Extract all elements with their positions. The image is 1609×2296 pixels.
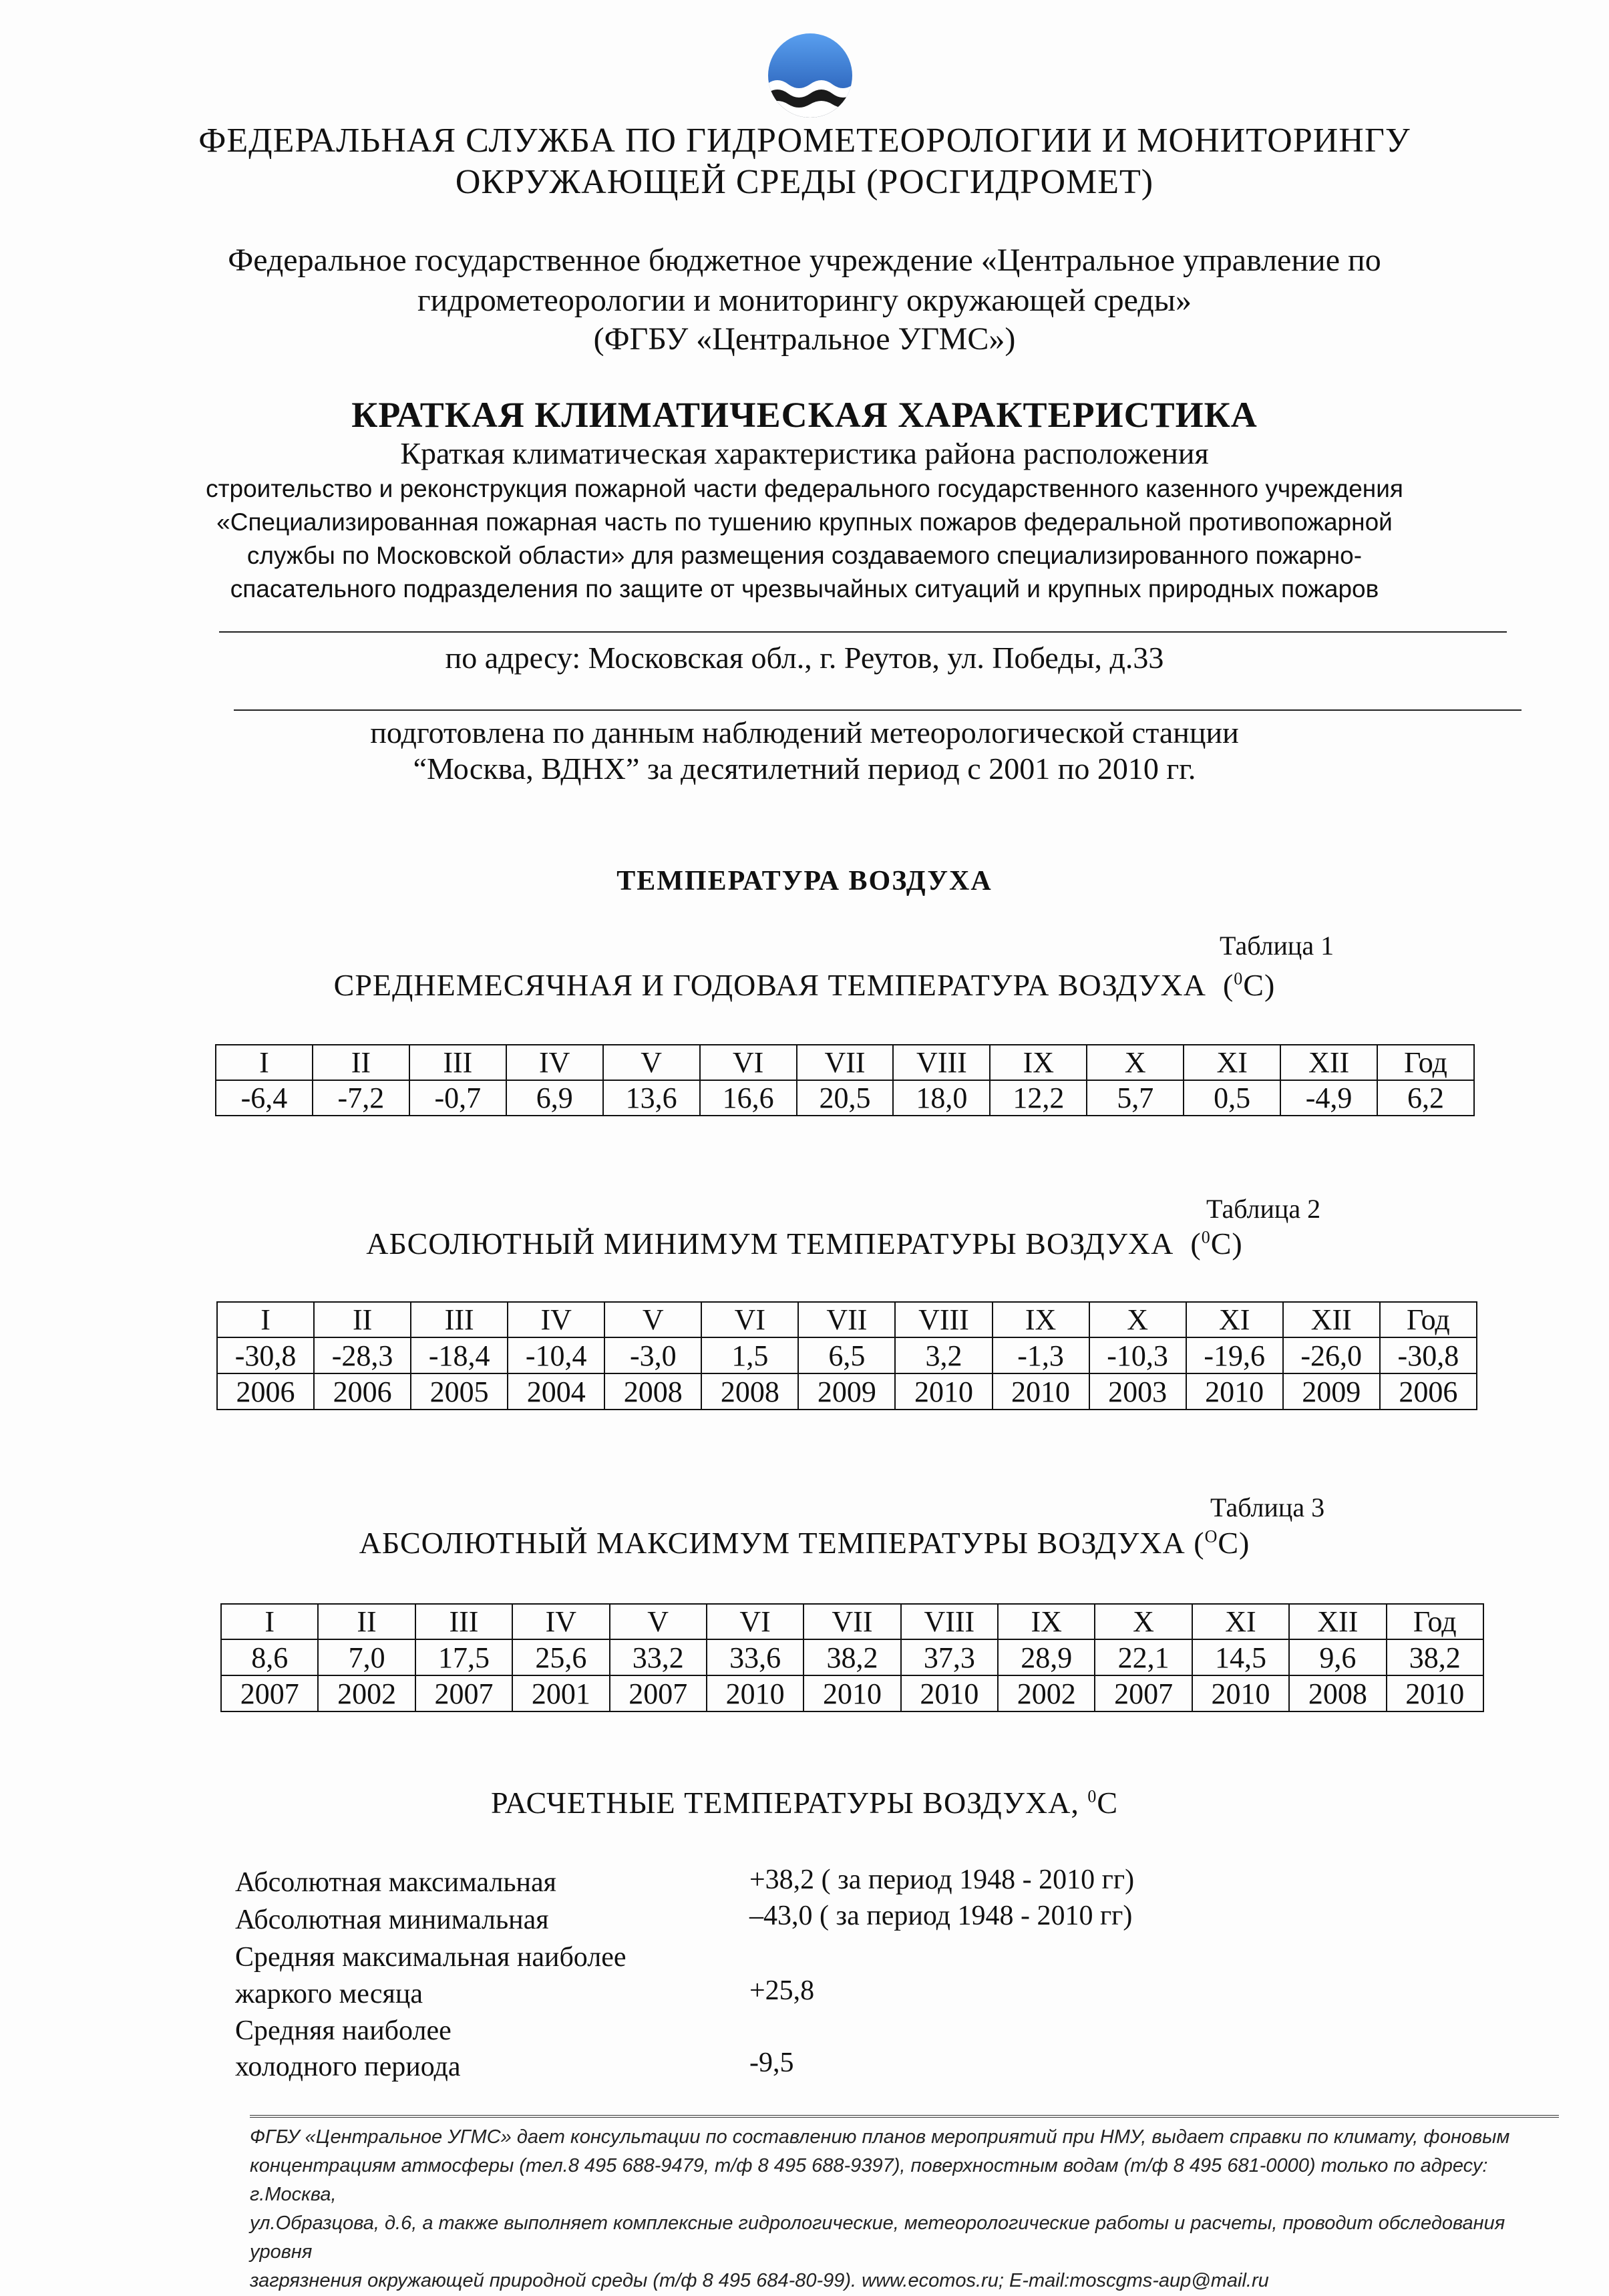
value-cell: 22,1 bbox=[1095, 1639, 1192, 1675]
value-cell: -26,0 bbox=[1283, 1337, 1380, 1373]
object-line-2: «Специализированная пожарная часть по тушению крупных пожаров федеральной противопожарной bbox=[216, 508, 1393, 536]
prepared-line-1: подготовлена по данным наблюдений метеорологической станции bbox=[370, 715, 1239, 750]
month-cell: IX bbox=[998, 1604, 1095, 1639]
month-cell: IV bbox=[506, 1045, 603, 1080]
calc-value-abs-min: –43,0 ( за период 1948 - 2010 гг) bbox=[749, 1901, 1133, 1931]
month-cell: Год bbox=[1377, 1045, 1474, 1080]
year-cell: 2010 bbox=[707, 1675, 803, 1711]
table2-title-text: АБСОЛЮТНЫЙ МИНИМУМ ТЕМПЕРАТУРЫ ВОЗДУХА bbox=[366, 1226, 1174, 1261]
year-cell: 2010 bbox=[901, 1675, 998, 1711]
month-cell: VII bbox=[797, 1045, 894, 1080]
table3-unit-sup: O bbox=[1204, 1526, 1218, 1546]
roshydromet-logo bbox=[767, 32, 854, 119]
value-cell: -30,8 bbox=[1380, 1337, 1477, 1373]
month-cell: X bbox=[1089, 1302, 1186, 1337]
year-cell: 2007 bbox=[1095, 1675, 1192, 1711]
footer-line-3: ул.Образцова, д.6, а также выполняет комплексные гидрологические, метеорологические работы и расчеты, проводит обследования уровня bbox=[250, 2212, 1505, 2263]
month-cell: XI bbox=[1186, 1302, 1283, 1337]
value-cell: 16,6 bbox=[700, 1080, 797, 1116]
month-cell: X bbox=[1095, 1604, 1192, 1639]
value-cell: 33,6 bbox=[707, 1639, 803, 1675]
table2-value-row bbox=[217, 1337, 1477, 1373]
value-cell: -10,3 bbox=[1089, 1337, 1186, 1373]
org-line-2: гидрометеорологии и мониторингу окружающей среды» bbox=[417, 283, 1192, 318]
section-title: ТЕМПЕРАТУРА ВОЗДУХА bbox=[616, 866, 993, 896]
year-cell: 2006 bbox=[314, 1373, 411, 1410]
value-cell: -19,6 bbox=[1186, 1337, 1283, 1373]
month-cell: III bbox=[415, 1604, 512, 1639]
table3-label: Таблица 3 bbox=[1210, 1492, 1325, 1522]
month-cell: IX bbox=[990, 1045, 1087, 1080]
value-cell: 28,9 bbox=[998, 1639, 1095, 1675]
month-cell: VII bbox=[798, 1302, 895, 1337]
month-cell: XII bbox=[1280, 1045, 1377, 1080]
month-cell: I bbox=[221, 1604, 318, 1639]
object-line-1: строительство и реконструкция пожарной части федерального государственного казенного учреждения bbox=[206, 475, 1403, 502]
table2-header-row bbox=[217, 1302, 1477, 1337]
calc-value-hot: +25,8 bbox=[749, 1975, 815, 2006]
calc-label-hot-1: Средняя максимальная наиболее bbox=[235, 1942, 627, 1973]
value-cell: 38,2 bbox=[1387, 1639, 1484, 1675]
month-cell: X bbox=[1087, 1045, 1184, 1080]
agency-line-2: ОКРУЖАЮЩЕЙ СРЕДЫ (РОСГИДРОМЕТ) bbox=[455, 163, 1154, 201]
calc-label-hot-2: жаркого месяца bbox=[235, 1979, 423, 2009]
table1-value-row bbox=[216, 1080, 1474, 1116]
year-cell: 2010 bbox=[993, 1373, 1089, 1410]
month-cell: IV bbox=[512, 1604, 609, 1639]
month-cell: I bbox=[217, 1302, 314, 1337]
month-cell: XI bbox=[1184, 1045, 1280, 1080]
table3-header-row bbox=[221, 1604, 1483, 1639]
month-cell: III bbox=[409, 1045, 506, 1080]
table2 bbox=[216, 1301, 1477, 1410]
month-cell: V bbox=[604, 1302, 701, 1337]
value-cell: 37,3 bbox=[901, 1639, 998, 1675]
value-cell: 8,6 bbox=[221, 1639, 318, 1675]
month-cell: VIII bbox=[893, 1045, 990, 1080]
month-cell: VIII bbox=[901, 1604, 998, 1639]
footer-note bbox=[250, 2123, 1559, 2295]
month-cell: IV bbox=[508, 1302, 604, 1337]
year-cell: 2006 bbox=[217, 1373, 314, 1410]
year-cell: 2007 bbox=[415, 1675, 512, 1711]
year-cell: 2009 bbox=[1283, 1373, 1380, 1410]
value-cell: 13,6 bbox=[603, 1080, 700, 1116]
value-cell: -6,4 bbox=[216, 1080, 313, 1116]
year-cell: 2010 bbox=[1192, 1675, 1289, 1711]
value-cell: -1,3 bbox=[993, 1337, 1089, 1373]
calc-value-abs-max: +38,2 ( за период 1948 - 2010 гг) bbox=[749, 1864, 1135, 1895]
year-cell: 2009 bbox=[798, 1373, 895, 1410]
month-cell: IX bbox=[993, 1302, 1089, 1337]
doc-subtitle: Краткая климатическая характеристика района расположения bbox=[400, 436, 1209, 470]
footer-divider bbox=[250, 2115, 1559, 2118]
value-cell: -4,9 bbox=[1280, 1080, 1377, 1116]
calc-label-cold-1: Средняя наиболее bbox=[235, 2015, 452, 2046]
month-cell: II bbox=[313, 1045, 409, 1080]
year-cell: 2007 bbox=[610, 1675, 707, 1711]
footer-line-2: концентрациям атмосферы (тел.8 495 688-9479, т/ф 8 495 688-9397), поверхностным водам (т/ф 8 495 681-0000) только по адресу: г.Москва, bbox=[250, 2155, 1488, 2205]
table2-year-row bbox=[217, 1373, 1477, 1410]
month-cell: III bbox=[411, 1302, 508, 1337]
year-cell: 2007 bbox=[221, 1675, 318, 1711]
year-cell: 2006 bbox=[1380, 1373, 1477, 1410]
calc-unit-sup: 0 bbox=[1087, 1786, 1097, 1806]
year-cell: 2010 bbox=[1387, 1675, 1484, 1711]
value-cell: -18,4 bbox=[411, 1337, 508, 1373]
value-cell: 33,2 bbox=[610, 1639, 707, 1675]
value-cell: 20,5 bbox=[797, 1080, 894, 1116]
value-cell: 17,5 bbox=[415, 1639, 512, 1675]
year-cell: 2010 bbox=[1186, 1373, 1283, 1410]
value-cell: -10,4 bbox=[508, 1337, 604, 1373]
value-cell: 1,5 bbox=[701, 1337, 798, 1373]
month-cell: VI bbox=[707, 1604, 803, 1639]
month-cell: VII bbox=[803, 1604, 900, 1639]
table3-value-row bbox=[221, 1639, 1483, 1675]
value-cell: 3,2 bbox=[895, 1337, 992, 1373]
table3-title: АБСОЛЮТНЫЙ МАКСИМУМ ТЕМПЕРАТУРЫ ВОЗДУХА ($^O$C) bbox=[359, 1526, 1250, 1560]
table1-title-text: СРЕДНЕМЕСЯЧНАЯ И ГОДОВАЯ ТЕМПЕРАТУРА ВОЗДУХА bbox=[333, 968, 1206, 1002]
value-cell: 14,5 bbox=[1192, 1639, 1289, 1675]
value-cell: 12,2 bbox=[990, 1080, 1087, 1116]
object-line-3: службы по Московской области» для размещения создаваемого специализированного пожарно- bbox=[246, 542, 1363, 569]
month-cell: XI bbox=[1192, 1604, 1289, 1639]
agency-line-1: ФЕДЕРАЛЬНАЯ СЛУЖБА ПО ГИДРОМЕТЕОРОЛОГИИ И МОНИТОРИНГУ bbox=[198, 122, 1411, 160]
month-cell: II bbox=[314, 1302, 411, 1337]
month-cell: VI bbox=[700, 1045, 797, 1080]
month-cell: XII bbox=[1289, 1604, 1386, 1639]
value-cell: 6,9 bbox=[506, 1080, 603, 1116]
divider bbox=[234, 709, 1522, 711]
month-cell: V bbox=[610, 1604, 707, 1639]
year-cell: 2008 bbox=[1289, 1675, 1386, 1711]
table1-label: Таблица 1 bbox=[1220, 931, 1334, 961]
table2-label: Таблица 2 bbox=[1206, 1194, 1321, 1224]
table3 bbox=[220, 1603, 1484, 1712]
year-cell: 2003 bbox=[1089, 1373, 1186, 1410]
table1-unit: C bbox=[1243, 968, 1264, 1002]
value-cell: -0,7 bbox=[409, 1080, 506, 1116]
table1 bbox=[215, 1044, 1475, 1116]
value-cell: 0,5 bbox=[1184, 1080, 1280, 1116]
table3-unit: C bbox=[1218, 1526, 1240, 1560]
calc-label-abs-max: Абсолютная максимальная bbox=[235, 1867, 556, 1898]
year-cell: 2005 bbox=[411, 1373, 508, 1410]
value-cell: -7,2 bbox=[313, 1080, 409, 1116]
table1-title: СРЕДНЕМЕСЯЧНАЯ И ГОДОВАЯ ТЕМПЕРАТУРА ВОЗДУХА ($^0$C) bbox=[333, 968, 1276, 1002]
footer-line-1: ФГБУ «Центральное УГМС» дает консультации по составлению планов мероприятий при НМУ, выдает справки по климату, фоновым bbox=[250, 2126, 1510, 2148]
year-cell: 2002 bbox=[998, 1675, 1095, 1711]
value-cell: 9,6 bbox=[1289, 1639, 1386, 1675]
month-cell: II bbox=[318, 1604, 415, 1639]
table2-title: АБСОЛЮТНЫЙ МИНИМУМ ТЕМПЕРАТУРЫ ВОЗДУХА ($^0$C) bbox=[366, 1226, 1243, 1261]
calc-label-abs-min: Абсолютная минимальная bbox=[235, 1905, 549, 1935]
org-line-1: Федеральное государственное бюджетное учреждение «Центральное управление по bbox=[228, 242, 1381, 278]
year-cell: 2010 bbox=[803, 1675, 900, 1711]
value-cell: 5,7 bbox=[1087, 1080, 1184, 1116]
address: по адресу: Московская обл., г. Реутов, ул. Победы, д.33 bbox=[445, 641, 1164, 675]
month-cell: I bbox=[216, 1045, 313, 1080]
value-cell: 38,2 bbox=[803, 1639, 900, 1675]
calc-unit: C bbox=[1097, 1786, 1119, 1820]
table2-unit-sup: 0 bbox=[1201, 1227, 1211, 1247]
doc-title: КРАТКАЯ КЛИМАТИЧЕСКАЯ ХАРАКТЕРИСТИКА bbox=[351, 395, 1258, 435]
month-cell: VI bbox=[701, 1302, 798, 1337]
month-cell: XII bbox=[1283, 1302, 1380, 1337]
value-cell: 18,0 bbox=[893, 1080, 990, 1116]
month-cell: Год bbox=[1387, 1604, 1484, 1639]
org-line-3: (ФГБУ «Центральное УГМС») bbox=[593, 321, 1016, 357]
table1-unit-sup: 0 bbox=[1234, 969, 1244, 989]
value-cell: -28,3 bbox=[314, 1337, 411, 1373]
table2-unit: C bbox=[1210, 1226, 1232, 1261]
calc-value-cold: -9,5 bbox=[749, 2047, 794, 2078]
calc-label-cold-2: холодного периода bbox=[235, 2052, 461, 2082]
table3-title-text: АБСОЛЮТНЫЙ МАКСИМУМ ТЕМПЕРАТУРЫ ВОЗДУХА bbox=[359, 1526, 1186, 1560]
value-cell: -30,8 bbox=[217, 1337, 314, 1373]
year-cell: 2002 bbox=[318, 1675, 415, 1711]
year-cell: 2001 bbox=[512, 1675, 609, 1711]
table1-header-row bbox=[216, 1045, 1474, 1080]
value-cell: 6,2 bbox=[1377, 1080, 1474, 1116]
year-cell: 2008 bbox=[701, 1373, 798, 1410]
table3-year-row bbox=[221, 1675, 1483, 1711]
object-line-4: спасательного подразделения по защите от чрезвычайных ситуаций и крупных природных пожаров bbox=[230, 575, 1379, 603]
prepared-line-2: “Москва, ВДНХ” за десятилетний период с 2001 по 2010 гг. bbox=[413, 752, 1196, 786]
value-cell: 6,5 bbox=[798, 1337, 895, 1373]
year-cell: 2010 bbox=[895, 1373, 992, 1410]
year-cell: 2004 bbox=[508, 1373, 604, 1410]
month-cell: Год bbox=[1380, 1302, 1477, 1337]
value-cell: -3,0 bbox=[604, 1337, 701, 1373]
year-cell: 2008 bbox=[604, 1373, 701, 1410]
calc-title-text: РАСЧЕТНЫЕ ТЕМПЕРАТУРЫ ВОЗДУХА, bbox=[490, 1786, 1079, 1820]
month-cell: VIII bbox=[895, 1302, 992, 1337]
month-cell: V bbox=[603, 1045, 700, 1080]
value-cell: 25,6 bbox=[512, 1639, 609, 1675]
divider bbox=[219, 631, 1507, 633]
value-cell: 7,0 bbox=[318, 1639, 415, 1675]
calc-title bbox=[0, 1785, 1609, 1820]
footer-line-4: загрязнения окружающей природной среды (т/ф 8 495 684-80-99). www.ecomos.ru; E-mail:moscgms-aup@mail.ru bbox=[250, 2270, 1269, 2291]
